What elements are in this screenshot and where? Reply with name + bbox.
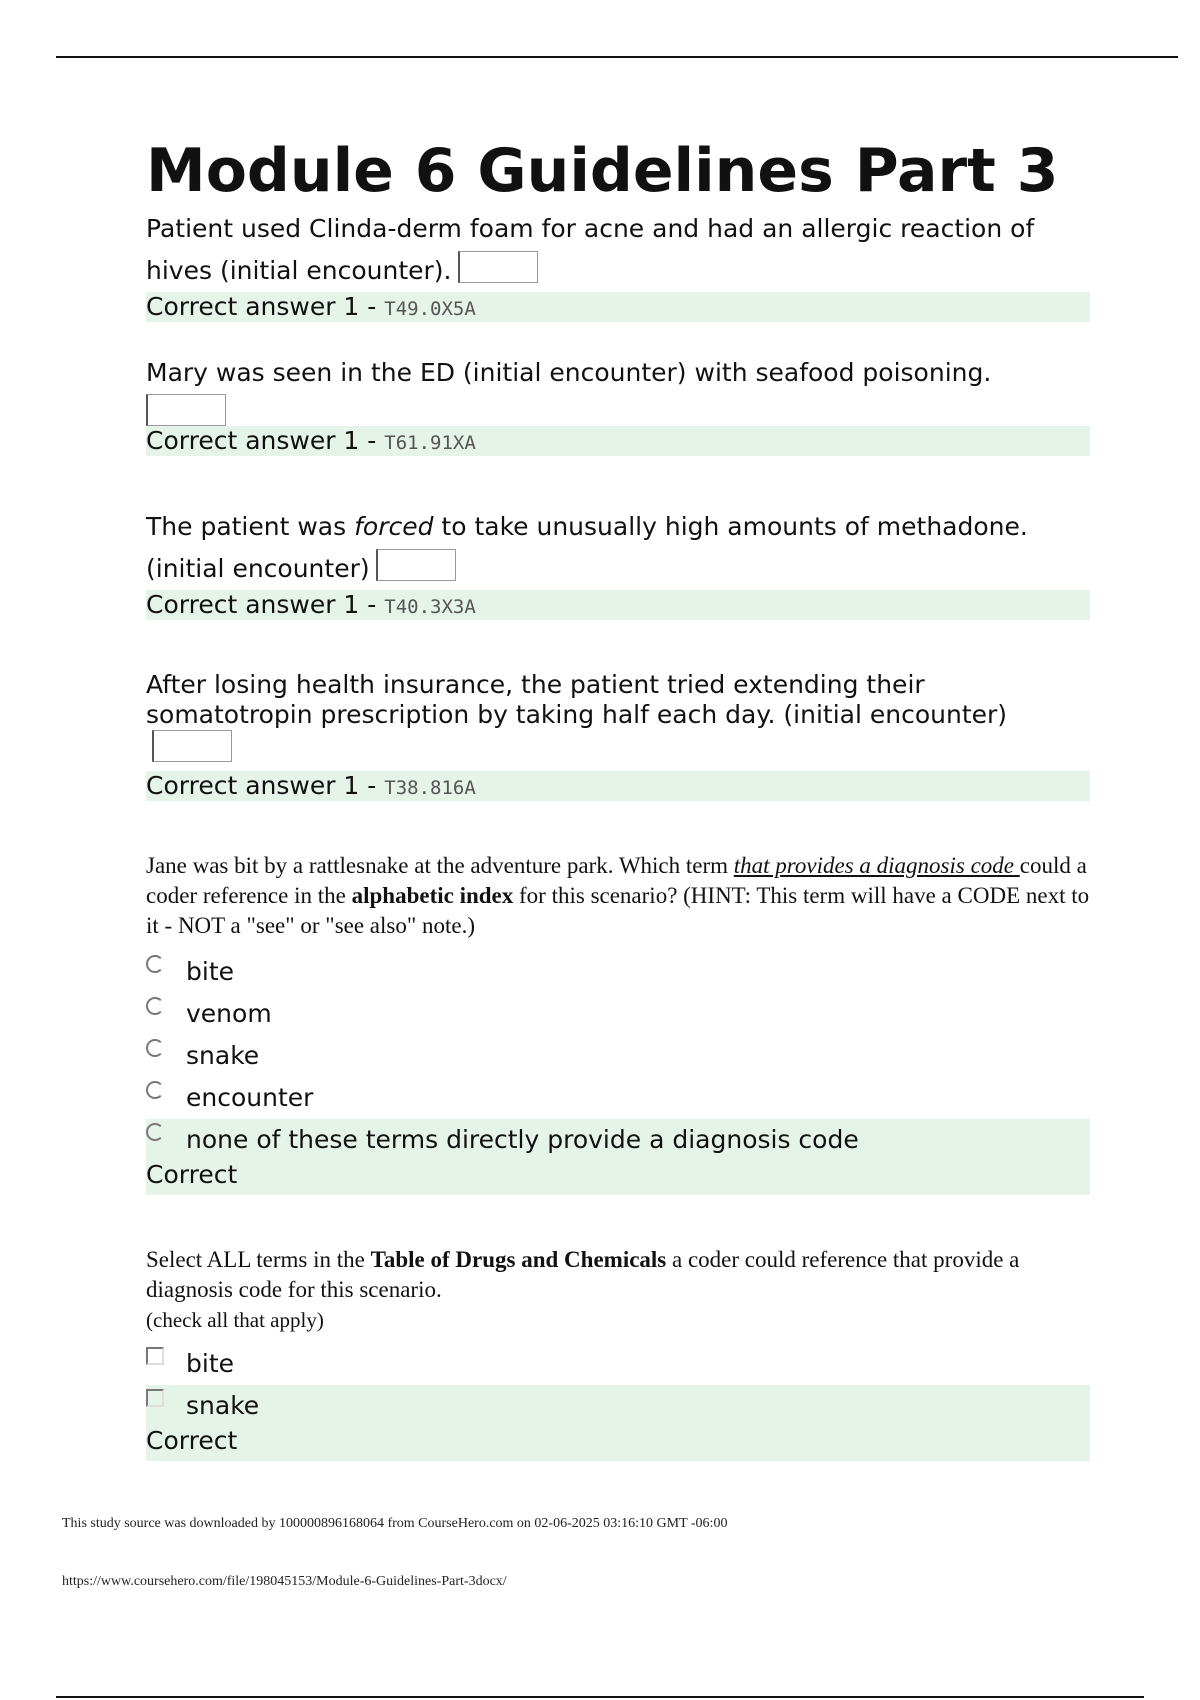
option-label: encounter [186, 1083, 314, 1112]
mc-option-none[interactable] [146, 1119, 1090, 1161]
mc-option-snake[interactable] [146, 1035, 1090, 1077]
option-label: bite [186, 957, 234, 986]
radio-icon[interactable] [146, 997, 164, 1015]
correct-answer-3 [146, 590, 1090, 620]
checkall-prompt-end: a coder could reference that provide a diagnosis code for this scenario. [146, 1247, 1020, 1302]
question-3-emphasis: forced [354, 512, 434, 541]
question-3 [146, 506, 1090, 590]
source-url: https://www.coursehero.com/file/198045153/Module-6-Guidelines-Part-3docx/ [62, 1574, 507, 1589]
mc-question [146, 851, 1090, 941]
correct-answer-1 [146, 292, 1090, 322]
correct-answer-4 [146, 771, 1090, 801]
checkbox-icon[interactable] [146, 1347, 164, 1365]
mc-option-bite[interactable] [146, 951, 1090, 993]
checkall-instruction: (check all that apply) [146, 1308, 324, 1332]
correct-answer-2 [146, 426, 1090, 456]
checkall-prompt: Select ALL terms in the [146, 1247, 371, 1272]
option-label: none of these terms directly provide a diagnosis code [186, 1125, 859, 1154]
checkbox-icon[interactable] [146, 1389, 164, 1407]
question-3-text-rest: to take unusually high amounts of methadone. (initial encounter) [146, 512, 1028, 583]
question-1-text: Patient used Clinda-derm foam for acne and had an allergic reaction of hives (initial encounter). [146, 214, 1035, 285]
answer-input-4[interactable] [152, 730, 232, 762]
mc-option-encounter[interactable] [146, 1077, 1090, 1119]
question-4 [146, 670, 1090, 765]
answer-input-2[interactable] [146, 394, 226, 426]
answer-input-1[interactable] [458, 251, 538, 283]
radio-icon[interactable] [146, 1039, 164, 1057]
mc-prompt-mid: could a coder reference in the [146, 853, 1087, 908]
radio-icon[interactable] [146, 1123, 164, 1141]
check-option-bite[interactable] [146, 1343, 1090, 1385]
mc-result: Correct [146, 1160, 238, 1189]
bottom-rule [56, 1696, 1144, 1698]
answer-code: T38.816A [384, 777, 476, 799]
page-title: Module 6 Guidelines Part 3 [146, 136, 1059, 206]
source-notice: This study source was downloaded by 100000896168064 from CourseHero.com on 02-06-2025 03:16:10 GMT -06:00 [62, 1516, 728, 1531]
answer-label: Correct answer 1 - [146, 771, 385, 800]
option-label: snake [186, 1041, 260, 1070]
mc-correct-block [146, 1119, 1090, 1195]
radio-icon[interactable] [146, 1081, 164, 1099]
question-2-text: Mary was seen in the ED (initial encounter) with seafood poisoning. [146, 358, 992, 387]
checkall-question [146, 1245, 1090, 1305]
checkall-result: Correct [146, 1426, 238, 1455]
option-label: snake [186, 1391, 260, 1420]
quiz-content [146, 138, 1090, 1461]
question-2 [146, 352, 1090, 394]
answer-label: Correct answer 1 - [146, 292, 385, 321]
answer-code: T61.91XA [384, 432, 476, 454]
top-rule [56, 56, 1178, 58]
checkall-prompt-bold: Table of Drugs and Chemicals [370, 1247, 667, 1272]
answer-code: T40.3X3A [384, 596, 476, 618]
option-label: venom [186, 999, 272, 1028]
mc-prompt-emphasis: that provides a diagnosis code [733, 853, 1020, 878]
radio-icon[interactable] [146, 955, 164, 973]
mc-option-venom[interactable] [146, 993, 1090, 1035]
question-3-text: The patient was [146, 512, 355, 541]
check-option-snake[interactable] [146, 1385, 1090, 1427]
checkall-correct-block [146, 1385, 1090, 1461]
mc-prompt-end: for this scenario? (HINT: This term will have a CODE next to it - NOT a "see" or "see also" note.) [146, 883, 1090, 938]
answer-input-3[interactable] [376, 549, 456, 581]
mc-prompt-bold: alphabetic index [351, 883, 514, 908]
option-label: bite [186, 1349, 234, 1378]
answer-code: T49.0X5A [384, 298, 476, 320]
answer-label: Correct answer 1 - [146, 426, 385, 455]
mc-prompt: Jane was bit by a rattlesnake at the adventure park. Which term [146, 853, 734, 878]
answer-label: Correct answer 1 - [146, 590, 385, 619]
question-4-text: After losing health insurance, the patient tried extending their somatotropin prescription by taking half each day. (initial encounter) [146, 670, 1008, 729]
question-1 [146, 208, 1090, 292]
